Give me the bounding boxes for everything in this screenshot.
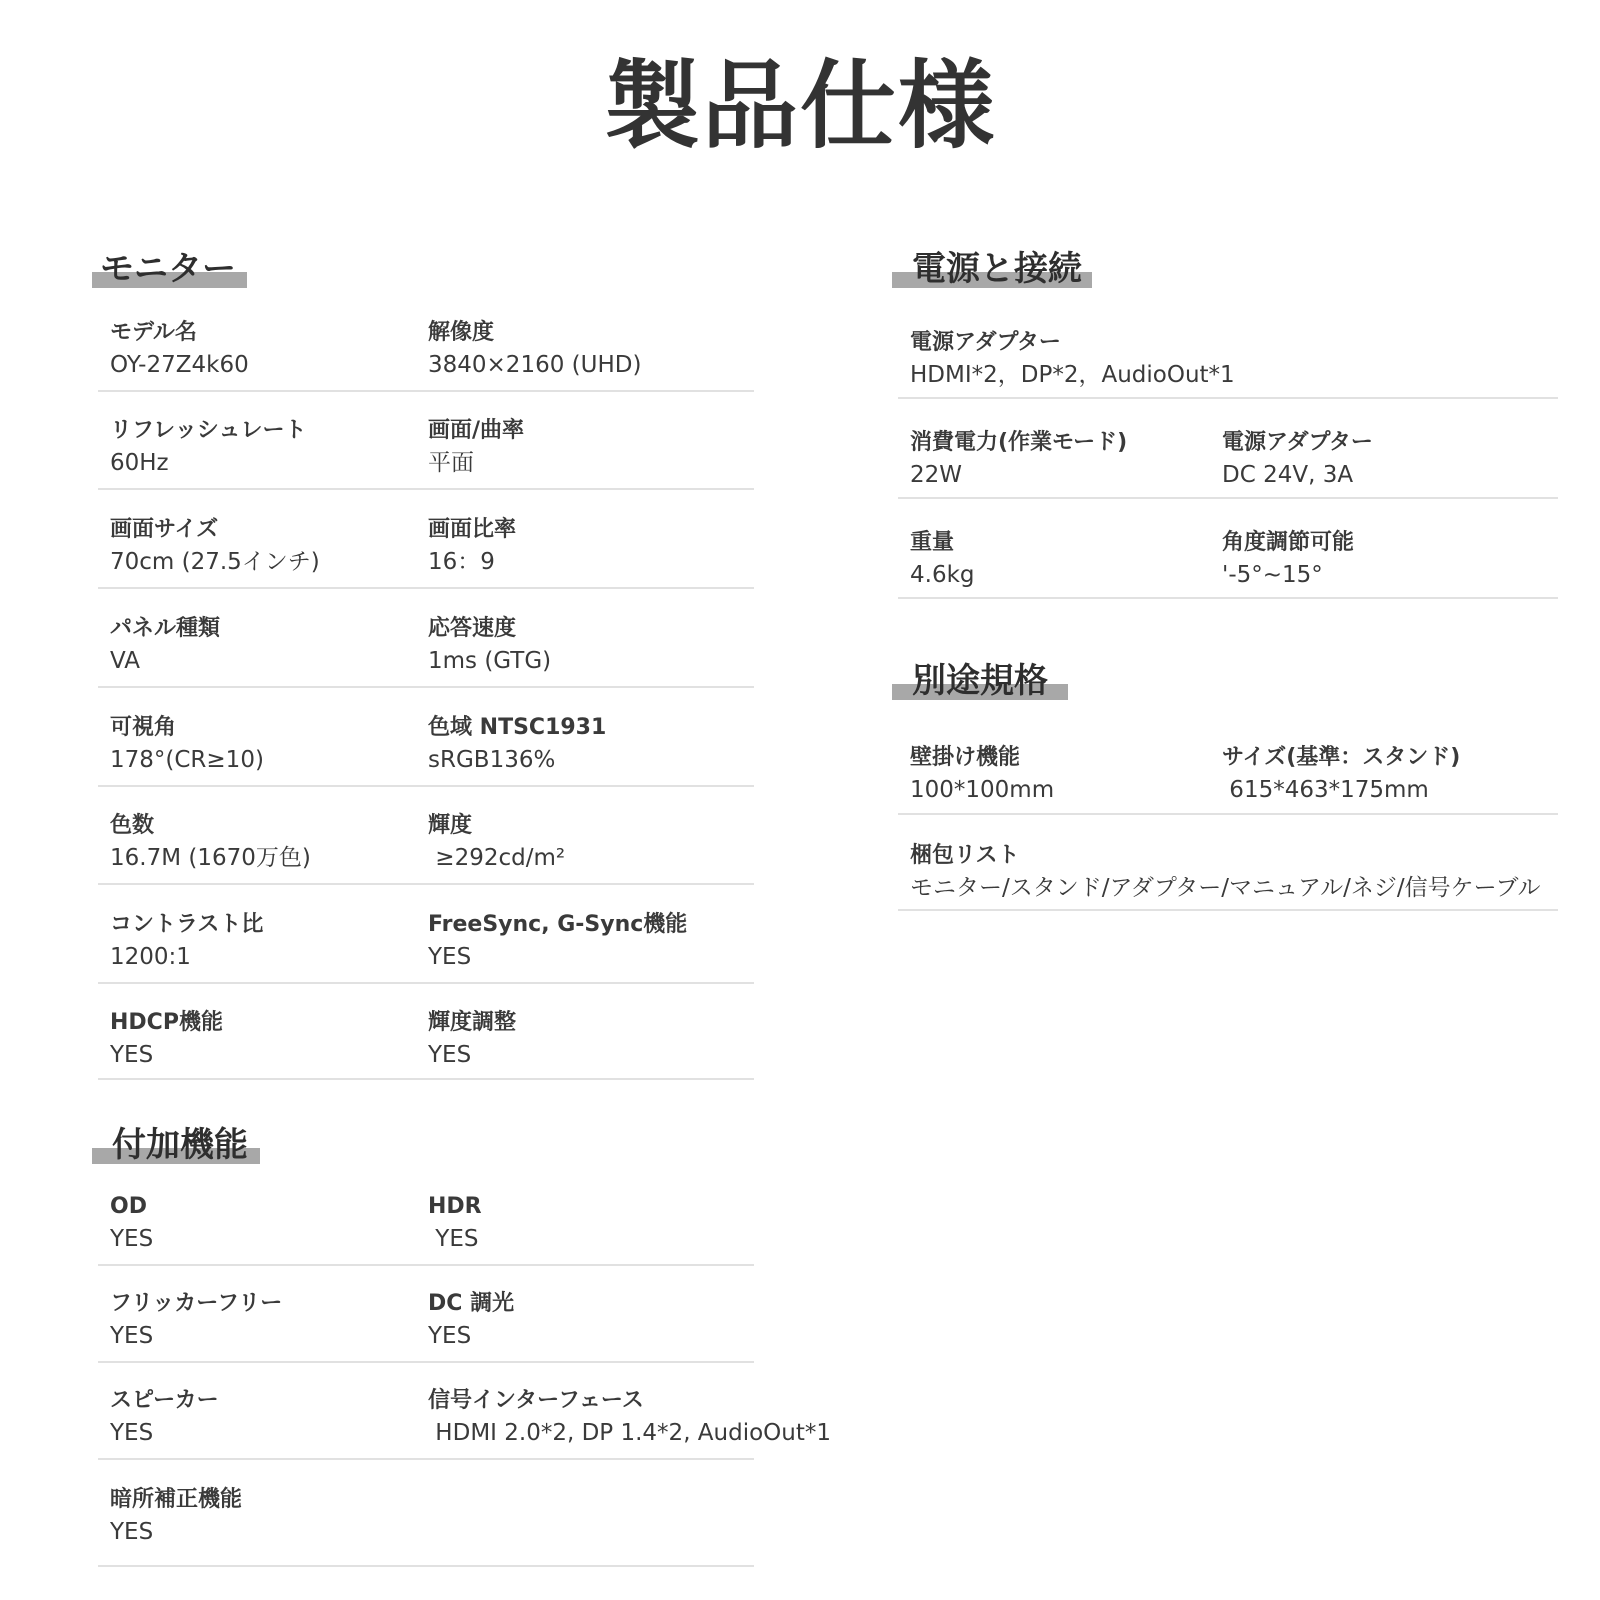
spec-item bbox=[428, 811, 565, 875]
spec-value: YES bbox=[110, 1042, 154, 1068]
spec-label: パネル種類 bbox=[110, 616, 221, 641]
spec-label: 色数 bbox=[110, 813, 155, 838]
spec-label: サイズ(基準：スタンド) bbox=[1222, 745, 1461, 770]
spec-value: YES bbox=[110, 1420, 154, 1446]
spec-value: 70cm (27.5インチ) bbox=[110, 549, 320, 575]
spec-item bbox=[910, 743, 1054, 807]
spec-value: 16：9 bbox=[428, 549, 495, 575]
spec-item bbox=[110, 1386, 219, 1450]
spec-row bbox=[898, 410, 1558, 499]
spec-label: 輝度調整 bbox=[428, 1010, 517, 1035]
spec-label: HDCP機能 bbox=[110, 1010, 223, 1035]
spec-value: ≥292cd/m² bbox=[428, 845, 566, 871]
spec-item bbox=[110, 416, 306, 480]
spec-row bbox=[898, 310, 1558, 399]
spec-label: 信号インターフェース bbox=[428, 1388, 644, 1413]
spec-item bbox=[428, 910, 687, 974]
spec-row bbox=[898, 823, 1558, 911]
spec-label: 輝度 bbox=[428, 813, 473, 838]
spec-label: HDR bbox=[428, 1194, 482, 1219]
spec-row bbox=[98, 695, 754, 787]
spec-label: 壁掛け機能 bbox=[910, 745, 1021, 770]
spec-item bbox=[428, 1008, 516, 1072]
spec-value: DC 24V, 3A bbox=[1222, 462, 1354, 488]
section-title: 別途規格 bbox=[912, 661, 1048, 701]
spec-value: YES bbox=[428, 1323, 472, 1349]
spec-value: 100*100mm bbox=[910, 777, 1055, 803]
spec-label: 電源アダプター bbox=[1222, 430, 1373, 455]
spec-row bbox=[98, 793, 754, 885]
spec-item bbox=[110, 1192, 153, 1256]
spec-row bbox=[98, 1174, 754, 1266]
spec-value: 16.7M (1670万色) bbox=[110, 845, 311, 871]
spec-row bbox=[98, 398, 754, 490]
spec-item bbox=[428, 1289, 514, 1353]
section-title: 付加機能 bbox=[112, 1125, 248, 1165]
spec-value: 60Hz bbox=[110, 450, 169, 476]
spec-label: 電源アダプター bbox=[910, 330, 1061, 355]
spec-row bbox=[98, 596, 754, 688]
spec-item bbox=[910, 528, 975, 592]
spec-item bbox=[428, 713, 606, 777]
spec-label: コントラスト比 bbox=[110, 912, 264, 937]
spec-value: OY-27Z4k60 bbox=[110, 352, 249, 378]
spec-value: YES bbox=[428, 944, 472, 970]
spec-label: 角度調節可能 bbox=[1222, 530, 1355, 555]
spec-row bbox=[98, 892, 754, 984]
spec-label: OD bbox=[110, 1194, 147, 1219]
spec-item bbox=[110, 1008, 223, 1072]
spec-label: スピーカー bbox=[110, 1388, 219, 1413]
section-heading-extra bbox=[92, 1120, 264, 1164]
spec-item bbox=[110, 910, 263, 974]
spec-label: 可視角 bbox=[110, 715, 177, 740]
spec-label: FreeSync, G-Sync機能 bbox=[428, 912, 688, 937]
spec-label: 画面サイズ bbox=[110, 517, 219, 542]
section-title: モニター bbox=[100, 249, 236, 289]
spec-label: 消費電力(作業モード) bbox=[910, 430, 1128, 455]
spec-value: 4.6kg bbox=[910, 562, 975, 588]
spec-item bbox=[910, 428, 1127, 492]
spec-label: 暗所補正機能 bbox=[110, 1487, 243, 1512]
spec-label: フリッカーフリー bbox=[110, 1291, 283, 1316]
spec-item bbox=[1222, 743, 1460, 807]
spec-row bbox=[98, 497, 754, 589]
spec-label: 梱包リスト bbox=[910, 843, 1020, 868]
spec-label: リフレッシュレート bbox=[110, 418, 307, 443]
spec-value: 3840×2160 (UHD) bbox=[428, 352, 642, 378]
section-heading-monitor bbox=[92, 244, 252, 288]
spec-row bbox=[98, 1467, 754, 1567]
spec-value: HDMI*2，DP*2，AudioOut*1 bbox=[910, 362, 1235, 388]
spec-item bbox=[428, 614, 551, 678]
spec-item bbox=[1222, 428, 1373, 492]
spec-value: 1200:1 bbox=[110, 944, 191, 970]
spec-item bbox=[110, 1289, 282, 1353]
spec-value: HDMI 2.0*2, DP 1.4*2, AudioOut*1 bbox=[428, 1420, 832, 1446]
spec-value: sRGB136% bbox=[428, 747, 556, 773]
section-heading-other bbox=[892, 656, 1068, 700]
spec-row bbox=[98, 300, 754, 392]
spec-label: 色域 NTSC1931 bbox=[428, 715, 607, 740]
spec-row bbox=[98, 1271, 754, 1363]
spec-item bbox=[428, 1192, 482, 1256]
spec-label: 応答速度 bbox=[428, 616, 517, 641]
section-title: 電源と接続 bbox=[912, 249, 1082, 289]
spec-value: YES bbox=[110, 1323, 154, 1349]
spec-value: VA bbox=[110, 648, 140, 674]
spec-label: DC 調光 bbox=[428, 1291, 515, 1316]
spec-value: 178°(CR≥10) bbox=[110, 747, 264, 773]
spec-value: 22W bbox=[910, 462, 963, 488]
spec-item bbox=[110, 515, 320, 579]
spec-item bbox=[428, 318, 641, 382]
section-heading-power bbox=[892, 244, 1092, 288]
spec-value: YES bbox=[428, 1226, 479, 1252]
spec-item bbox=[110, 318, 249, 382]
page-title: 製品仕様 bbox=[604, 50, 996, 162]
spec-item bbox=[1222, 528, 1354, 592]
spec-item bbox=[428, 1386, 831, 1450]
spec-label: モデル名 bbox=[110, 320, 197, 345]
spec-label: 画面比率 bbox=[428, 517, 517, 542]
spec-item bbox=[910, 328, 1235, 392]
spec-row bbox=[898, 725, 1558, 815]
spec-value: YES bbox=[110, 1519, 154, 1545]
spec-item bbox=[110, 713, 264, 777]
spec-row bbox=[898, 510, 1558, 599]
spec-label: 解像度 bbox=[428, 320, 495, 345]
spec-value: YES bbox=[428, 1042, 472, 1068]
spec-item bbox=[110, 1485, 242, 1549]
spec-value: モニター/スタンド/アダプター/マニュアル/ネジ/信号ケーブル bbox=[910, 875, 1541, 901]
spec-value: YES bbox=[110, 1226, 154, 1252]
spec-item bbox=[910, 841, 1541, 905]
spec-value: 1ms (GTG) bbox=[428, 648, 552, 674]
spec-value: 平面 bbox=[428, 450, 474, 476]
spec-row bbox=[98, 990, 754, 1080]
spec-label: 重量 bbox=[910, 530, 955, 555]
spec-item bbox=[110, 811, 311, 875]
spec-item bbox=[428, 416, 524, 480]
spec-row bbox=[98, 1368, 832, 1460]
spec-label: 画面/曲率 bbox=[428, 418, 525, 443]
spec-item bbox=[428, 515, 516, 579]
spec-value: '-5°~15° bbox=[1222, 562, 1323, 588]
spec-value: 615*463*175mm bbox=[1222, 777, 1429, 803]
spec-item bbox=[110, 614, 220, 678]
